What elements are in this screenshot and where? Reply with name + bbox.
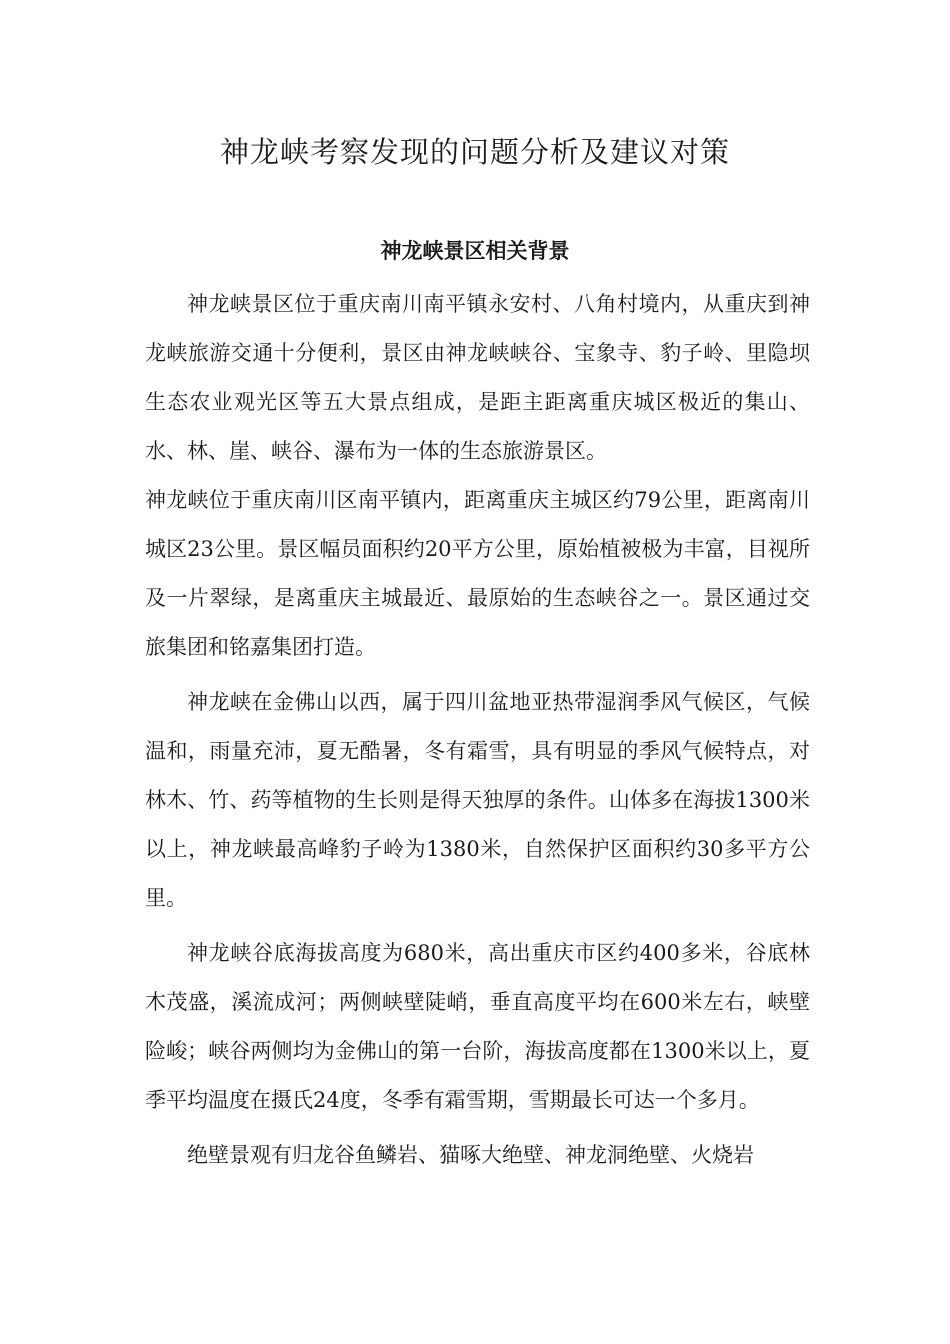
paragraph-5: 绝壁景观有归龙谷鱼鳞岩、猫啄大绝壁、神龙洞绝壁、火烧岩 <box>187 1143 754 1167</box>
paragraph-2: 神龙峡位于重庆南川区南平镇内，距离重庆主城区约79公里，距离南川城区23公里。景区幅员面积约20平方公里，原始植被极为丰富，目视所及一片翠绿，是离重庆主城最近、最原始的生态峡谷之一。景区通过交旅集团和铭嘉集团打造。 <box>145 488 810 659</box>
paragraph-4: 神龙峡谷底海拔高度为680米，高出重庆市区约400多米，谷底林木茂盛，溪流成河；两侧峡壁陡峭，垂直高度平均在600米左右，峡壁险峻；峡谷两侧均为金佛山的第一台阶，海拔高度都在1300米以上，夏季平均温度在摄氏24度，冬季有霜雪期，雪期最长可达一个多月。 <box>145 941 810 1112</box>
page-title: 神龙峡考察发现的问题分析及建议对策 <box>219 135 730 169</box>
section-heading: 神龙峡景区相关背景 <box>380 239 570 263</box>
document-body <box>145 280 810 1180</box>
paragraph-1: 神龙峡景区位于重庆南川南平镇永安村、八角村境内，从重庆到神龙峡旅游交通十分便利，景区由神龙峡峡谷、宝象寺、豹子岭、里隐坝生态农业观光区等五大景点组成，是距主距离重庆城区极近的集山、水、林、崖、峡谷、瀑布为一体的生态旅游景区。 <box>145 292 810 463</box>
paragraph-3: 神龙峡在金佛山以西，属于四川盆地亚热带湿润季风气候区，气候温和，雨量充沛，夏无酷暑，冬有霜雪，具有明显的季风气候特点，对林木、竹、药等植物的生长则是得天独厚的条件。山体多在海拔1300米以上，神龙峡最高峰豹子岭为1380米，自然保护区面积约30多平方公里。 <box>145 690 810 910</box>
